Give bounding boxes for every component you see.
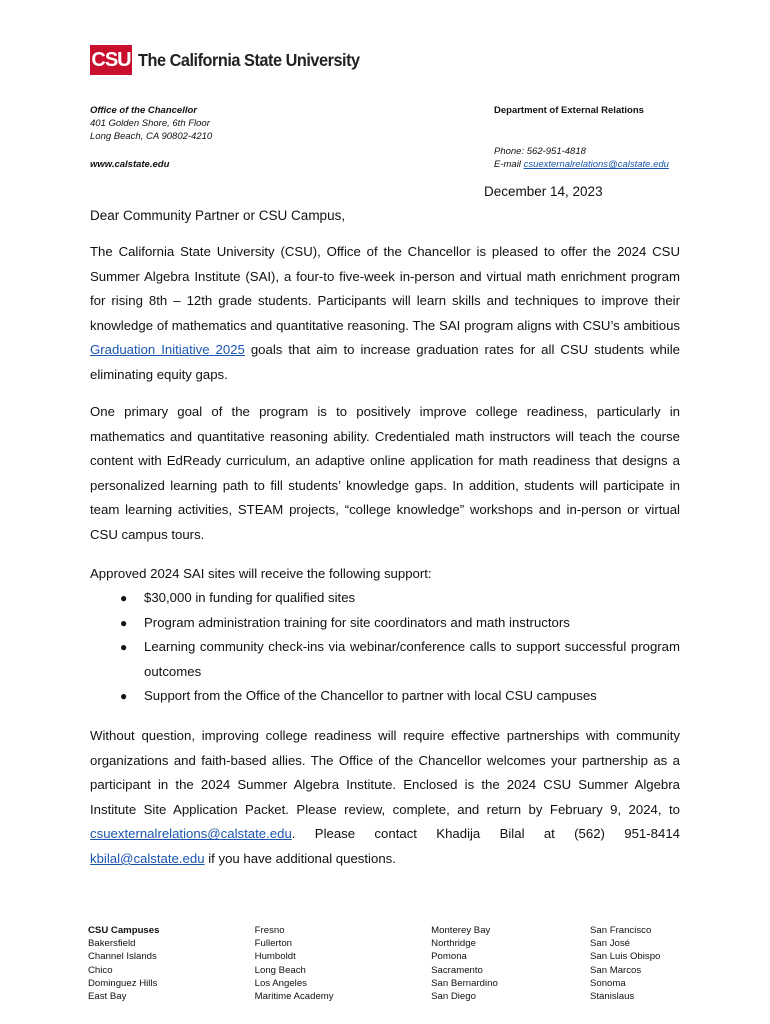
campus-list-heading: CSU Campuses xyxy=(88,925,160,936)
csu-logo xyxy=(90,45,376,75)
bullet-icon: ● xyxy=(120,640,128,655)
campus-name: Maritime Academy xyxy=(254,991,334,1003)
campus-name: Fresno xyxy=(254,925,285,936)
paragraph-partnership-text: Without question, improving college readiness will require effective partnerships with community organizations and faith-based allies. The Office of the Chancellor welcomes your partnership as a participant in the 2024 Summer Algebra Institute. Enclosed is the 2024 CSU Summer Algebra Institute Site Application Packet. Please review, complete, and return by February 9, 2024, to xyxy=(90,728,680,817)
department-name: Department of External Relations xyxy=(494,105,644,116)
paragraph-intro-text: The California State University (CSU), Office of the Chancellor is pleased to offer the 2024 CSU Summer Algebra Institute (SAI), a four-to five-week in-person and virtual math enrichment program for rising 8th – 12th grade students. Participants will learn skills and techniques to improve their knowledge of mathematics and quantitative reasoning. The SAI program aligns with CSU’s ambitious xyxy=(90,244,680,333)
campus-name: Channel Islands xyxy=(88,951,157,963)
department-email-line xyxy=(494,158,669,171)
bullet-icon: ● xyxy=(120,689,128,704)
contact-email-link[interactable]: kbilal@calstate.edu xyxy=(90,850,205,866)
paragraph-partnership-end: if you have additional questions. xyxy=(204,850,396,866)
campus-name: Stanislaus xyxy=(589,991,635,1003)
campus-name: Dominguez Hills xyxy=(88,977,158,989)
campus-name: Bakersfield xyxy=(88,938,136,950)
campus-column-2 xyxy=(255,924,431,1003)
office-address-block xyxy=(90,104,212,143)
paragraph-intro xyxy=(90,240,680,388)
campus-column-4 xyxy=(590,924,688,1003)
department-contact xyxy=(494,145,669,171)
campus-name: Long Beach xyxy=(254,964,306,976)
support-item-text: $30,000 in funding for qualified sites xyxy=(144,590,356,605)
paragraph-partnership-mid: . Please contact Khadija Bilal at (562) 951-8414 xyxy=(291,826,680,842)
campus-name: San Bernardino xyxy=(431,977,498,989)
campus-column-1 xyxy=(88,924,255,1003)
campus-name: San Francisco xyxy=(589,925,652,936)
bullet-icon: ● xyxy=(120,615,128,630)
support-item-text: Support from the Office of the Chancellor to partner with local CSU campuses xyxy=(144,688,597,704)
department-email-link[interactable]: csuexternalrelations@calstate.edu xyxy=(523,159,669,170)
campus-name: East Bay xyxy=(88,991,127,1003)
campus-name: Northridge xyxy=(431,938,476,950)
list-item xyxy=(90,684,680,709)
campus-name: Los Angeles xyxy=(254,977,307,989)
list-item xyxy=(90,635,680,684)
bullet-icon: ● xyxy=(120,591,128,605)
office-address-line-2: Long Beach, CA 90802-4210 xyxy=(90,131,213,142)
campus-name: San José xyxy=(589,938,630,950)
list-item xyxy=(90,611,680,636)
salutation: Dear Community Partner or CSU Campus, xyxy=(90,208,346,223)
campus-name: San Marcos xyxy=(589,964,642,976)
campus-name: Humboldt xyxy=(254,951,296,963)
campus-name: Sacramento xyxy=(431,964,483,976)
office-address-line-1: 401 Golden Shore, 6th Floor xyxy=(90,118,210,129)
campus-name: Monterey Bay xyxy=(431,925,491,936)
campus-name: Chico xyxy=(88,964,113,976)
department-phone: Phone: 562-951-4818 xyxy=(494,146,586,157)
office-name: Office of the Chancellor xyxy=(90,105,197,116)
campus-name: Sonoma xyxy=(589,977,626,989)
campus-column-3 xyxy=(431,924,590,1003)
external-relations-email-link[interactable]: csuexternalrelations@calstate.edu xyxy=(90,826,292,842)
letter-date: December 14, 2023 xyxy=(484,184,603,199)
campus-name: Fullerton xyxy=(254,938,292,950)
campus-name: San Luis Obispo xyxy=(589,951,661,963)
paragraph-partnership xyxy=(90,724,680,872)
university-name: The California State University xyxy=(138,49,360,70)
support-list xyxy=(90,586,680,709)
email-label: E-mail xyxy=(494,159,524,170)
csu-logo-mark: CSU xyxy=(90,45,132,75)
paragraph-intro-end: goals that aim to increase graduation rates for all CSU students while eliminating equity gaps. xyxy=(90,342,680,382)
campus-name: Pomona xyxy=(431,951,467,963)
support-item-text: Program administration training for site coordinators and math instructors xyxy=(144,614,570,630)
paragraph-goal: One primary goal of the program is to positively improve college readiness, particularly in mathematics and quantitative reasoning ability. Credentialed math instructors will teach the course content with EdReady curriculum, an adaptive online application for math readiness that designs a personalized learning path to fill students’ knowledge gaps. In addition, students will participate in team learning activities, STEAM projects, “college knowledge” workshops and in-person or virtual CSU campus tours. xyxy=(90,404,680,542)
campus-name: San Diego xyxy=(431,991,476,1003)
paragraph-support-intro: Approved 2024 SAI sites will receive the following support: xyxy=(90,566,432,581)
graduation-initiative-link[interactable]: Graduation Initiative 2025 xyxy=(90,342,245,358)
office-website[interactable]: www.calstate.edu xyxy=(90,159,170,170)
support-item-text: Learning community check-ins via webinar/conference calls to support successful program outcomes xyxy=(144,639,680,679)
list-item xyxy=(90,586,680,611)
campus-list-footer xyxy=(88,924,688,1003)
